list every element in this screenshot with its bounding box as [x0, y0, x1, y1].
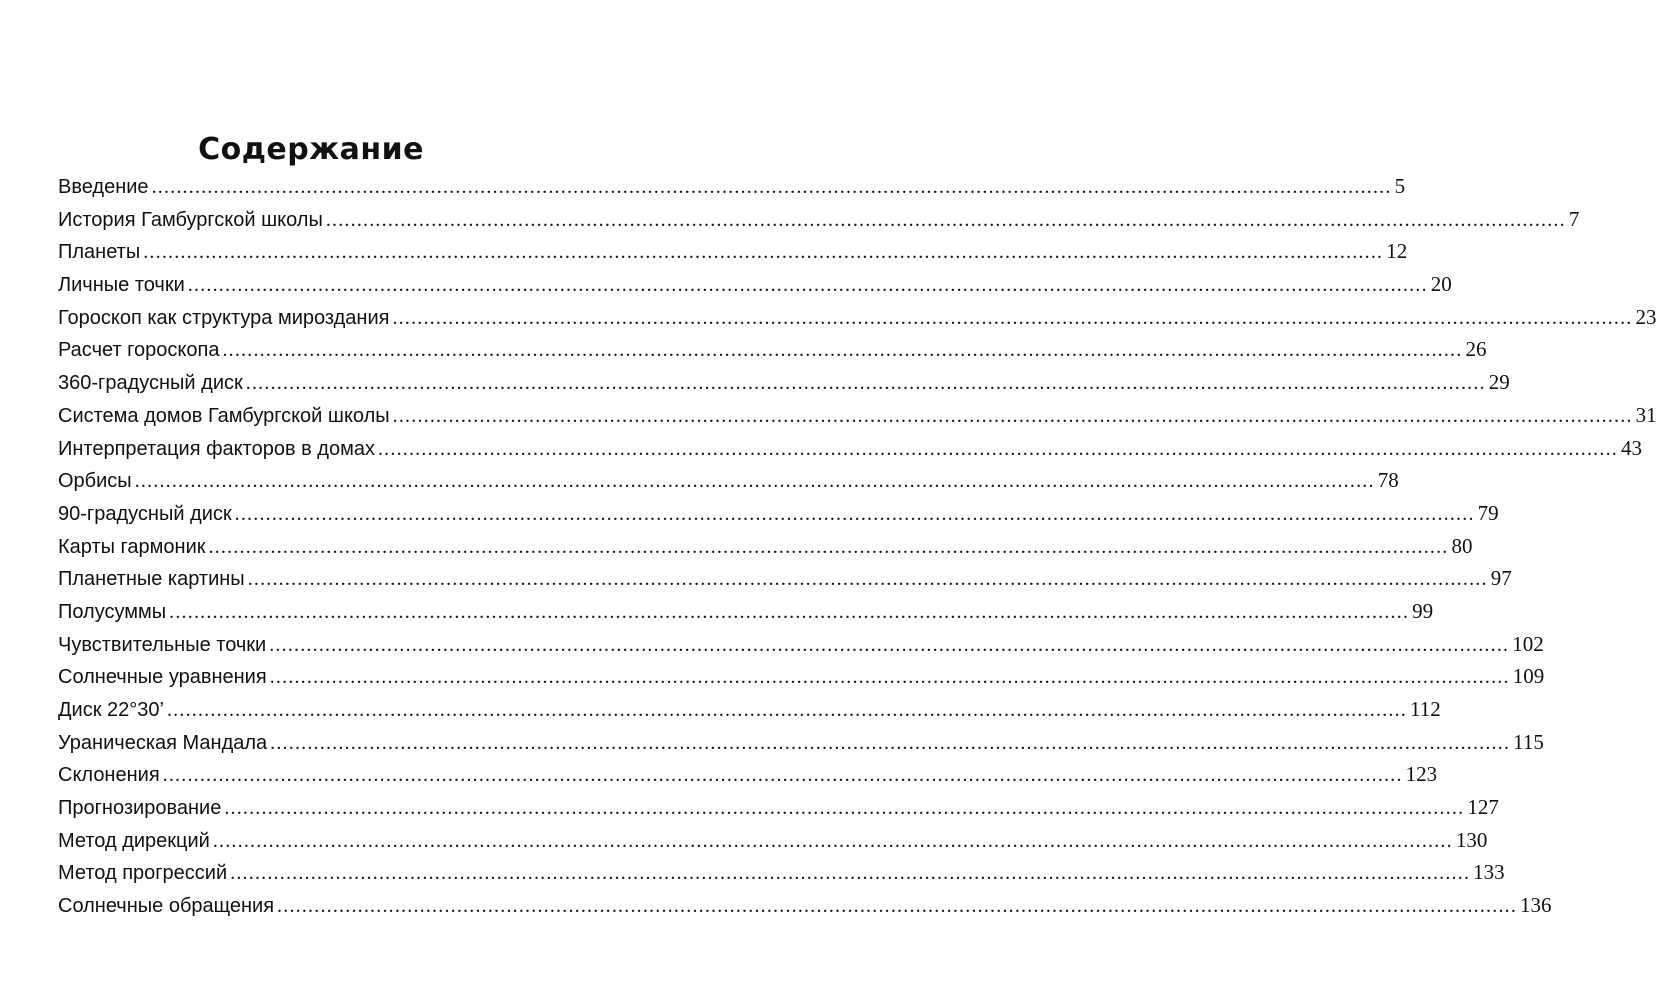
dot-leader: ........................................................................................................................................................................................................ [151, 176, 1392, 198]
toc-entry-page-number: 112 [1409, 697, 1441, 721]
dot-leader: ........................................................................................................................................................................................................ [277, 895, 1518, 918]
toc-entry-title: Чувствительные точки [58, 633, 267, 656]
toc-entry [58, 693, 1441, 726]
dot-leader: ........................................................................................................................................................................................................ [392, 404, 1633, 427]
toc-entry [58, 497, 1499, 530]
dot-leader: ........................................................................................................................................................................................................ [392, 306, 1633, 329]
toc-entry-title: Метод дирекций [58, 829, 210, 852]
toc-entry-title: Полусуммы [58, 600, 167, 623]
dot-leader: ........................................................................................................................................................................................................ [222, 339, 1463, 362]
toc-entry [58, 301, 1657, 334]
toc-entry-page-number: 7 [1568, 206, 1580, 231]
toc-entry [58, 595, 1434, 628]
toc-entry-title: Орбисы [58, 470, 132, 493]
toc-entry-title: Интерпретация факторов в домах [58, 437, 375, 460]
toc-entry-title: Система домов Гамбургской школы [58, 404, 390, 427]
toc-entry [58, 791, 1499, 824]
dot-leader: ........................................................................................................................................................................................................ [169, 600, 1410, 623]
toc-entry-title: Личные точки [58, 274, 185, 297]
dot-leader: ........................................................................................................................................................................................................ [212, 829, 1453, 852]
toc-entry [58, 464, 1399, 497]
toc-entry-page-number: 99 [1412, 598, 1434, 623]
toc-entry-title: Расчет гороскопа [58, 339, 220, 362]
toc-entry [58, 399, 1657, 432]
toc-entry [58, 333, 1487, 366]
toc-entry-page-number: 127 [1467, 795, 1499, 820]
dot-leader: ........................................................................................................................................................................................................ [162, 764, 1403, 787]
toc-entry-page-number: 26 [1465, 337, 1487, 362]
toc-entry-page-number: 31 [1635, 402, 1657, 427]
toc-entry-title: Солнечные уравнения [58, 666, 267, 689]
dot-leader: ........................................................................................................................................................................................................ [224, 797, 1465, 820]
dot-leader: ........................................................................................................................................................................................................ [377, 437, 1618, 460]
page-title: Содержание [198, 132, 424, 168]
toc-entry-page-number: 20 [1430, 272, 1452, 297]
toc-entry [58, 562, 1512, 595]
dot-leader: ........................................................................................................................................................................................................ [269, 633, 1510, 656]
toc-entry-title: Склонения [58, 764, 160, 787]
dot-leader: ........................................................................................................................................................................................................ [134, 470, 1375, 493]
toc-entry-title: Солнечные обращения [58, 895, 275, 918]
toc-entry [58, 726, 1544, 759]
toc-entry [58, 170, 1406, 203]
dot-leader: ........................................................................................................................................................................................................ [230, 862, 1471, 885]
dot-leader: ........................................................................................................................................................................................................ [234, 502, 1475, 525]
toc-entry-title: Планеты [58, 241, 141, 264]
toc-entry [58, 235, 1408, 268]
toc-entry [58, 203, 1580, 236]
toc-entry [58, 628, 1544, 661]
table-of-contents [58, 170, 1657, 922]
dot-leader: ........................................................................................................................................................................................................ [187, 274, 1428, 297]
dot-leader: ........................................................................................................................................................................................................ [247, 568, 1488, 591]
toc-entry-page-number: 80 [1451, 533, 1473, 558]
toc-entry [58, 758, 1438, 791]
toc-entry-page-number: 43 [1620, 435, 1642, 460]
toc-entry-title: 90-градусный диск [58, 502, 232, 525]
toc-entry [58, 432, 1642, 465]
toc-entry-title: Карты гармоник [58, 535, 206, 558]
toc-entry-page-number: 136 [1520, 893, 1552, 918]
toc-entry-page-number: 23 [1635, 304, 1657, 329]
dot-leader: ........................................................................................................................................................................................................ [325, 208, 1566, 231]
toc-entry-title: Введение [58, 176, 149, 198]
toc-entry-title: Метод прогрессий [58, 862, 228, 885]
toc-entry-page-number: 5 [1394, 174, 1406, 198]
dot-leader: ........................................................................................................................................................................................................ [245, 372, 1486, 395]
toc-entry-title: Диск 22°30’ [58, 699, 164, 721]
toc-entry [58, 366, 1510, 399]
toc-entry-page-number: 123 [1405, 762, 1438, 787]
toc-entry-page-number: 130 [1455, 827, 1488, 852]
toc-entry-page-number: 12 [1386, 239, 1408, 264]
toc-entry-title: Планетные картины [58, 568, 245, 591]
toc-entry [58, 268, 1452, 301]
toc-entry-page-number: 78 [1377, 468, 1399, 493]
toc-entry-title: 360-градусный диск [58, 372, 243, 395]
toc-entry-page-number: 115 [1513, 729, 1544, 754]
toc-entry-page-number: 29 [1488, 370, 1510, 395]
toc-entry [58, 660, 1545, 693]
toc-entry-page-number: 102 [1512, 631, 1544, 656]
toc-entry-title: Ураническая Мандала [58, 731, 268, 754]
toc-entry-title: История Гамбургской школы [58, 208, 323, 231]
dot-leader: ........................................................................................................................................................................................................ [143, 241, 1384, 264]
toc-entry [58, 889, 1552, 922]
toc-entry [58, 856, 1505, 889]
toc-entry-title: Гороскоп как структура мироздания [58, 306, 390, 329]
toc-entry-page-number: 97 [1490, 566, 1512, 591]
toc-entry [58, 824, 1488, 857]
toc-entry-page-number: 133 [1473, 860, 1505, 885]
dot-leader: ........................................................................................................................................................................................................ [270, 731, 1511, 754]
toc-entry-title: Прогнозирование [58, 797, 222, 820]
toc-entry-page-number: 109 [1512, 664, 1545, 689]
toc-entry-page-number: 79 [1477, 500, 1499, 525]
dot-leader: ........................................................................................................................................................................................................ [166, 699, 1407, 721]
dot-leader: ........................................................................................................................................................................................................ [269, 666, 1510, 689]
toc-entry [58, 530, 1473, 563]
dot-leader: ........................................................................................................................................................................................................ [208, 535, 1449, 558]
